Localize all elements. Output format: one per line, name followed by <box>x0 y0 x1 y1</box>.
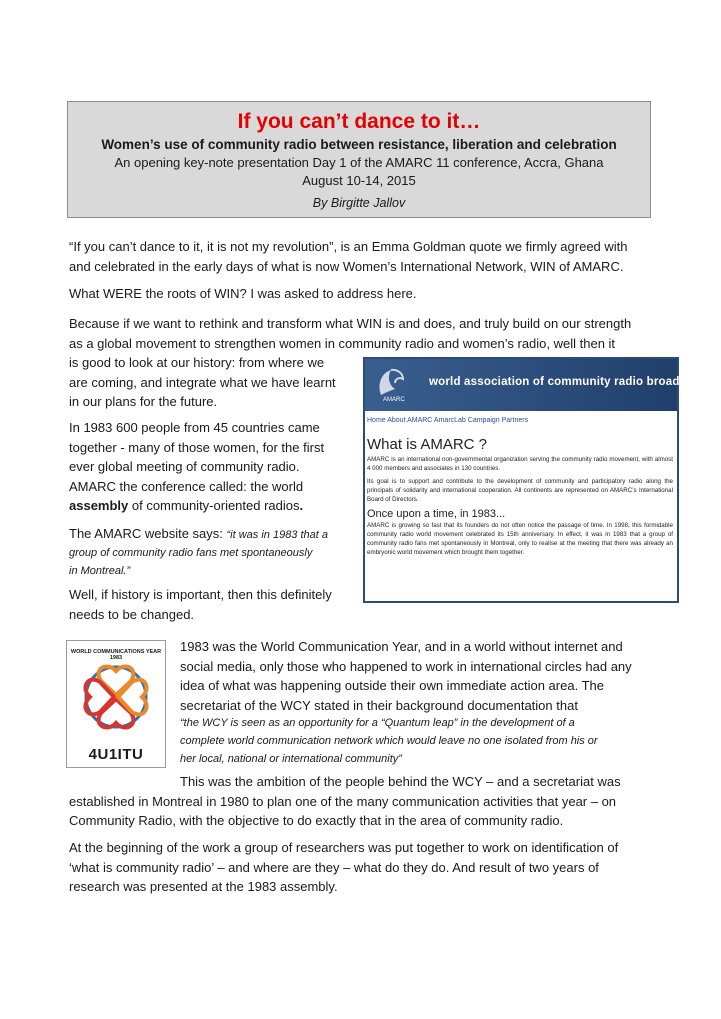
text-line: and celebrated in the early days of what is now Women’s International Network, WIN of AMARC. <box>69 258 624 274</box>
text-line: This was the ambition of the people behind the WCY – and a secretariat was <box>180 774 621 789</box>
paragraph-research <box>69 838 618 897</box>
presentation-description <box>68 154 650 190</box>
paragraph-ambition <box>69 772 621 831</box>
text-line: together - many of those women, for the first <box>69 439 325 455</box>
text-line: Community Radio, with the objective to do exactly that in the area of community radio. <box>69 813 564 828</box>
amarc-paragraph: AMARC is an international non-governmental organization serving the community radio movement, with almost 4 000 members and associates in 130 countries. <box>367 456 673 472</box>
title-box <box>67 101 651 218</box>
wcy-quote <box>180 714 598 768</box>
document-subtitle: Women’s use of community radio between resistance, liberation and celebration <box>101 137 617 152</box>
text-line: In 1983 600 people from 45 countries came <box>69 420 320 435</box>
amarc-subheading: Once upon a time, in 1983... <box>367 508 506 520</box>
svg-text:AMARC: AMARC <box>383 397 405 403</box>
quote-line: her local, national or international community” <box>180 753 402 765</box>
author-byline: By Birgitte Jallov <box>312 196 406 210</box>
text-line: are coming, and integrate what we have learnt <box>69 374 336 390</box>
text-line: idea of what was happening outside their own immediate action area. The <box>180 678 604 693</box>
text-line: 1983 was the World Communication Year, and in a world without internet and <box>180 639 623 654</box>
text-line: ever global meeting of community radio. <box>69 459 300 474</box>
wcy-logo-title: WORLD COMMUNICATIONS YEAR 1983 <box>70 649 162 661</box>
text-line: research was presented at the 1983 assembly. <box>69 879 338 894</box>
amarc-banner-text: world association of community radio broadcasters <box>429 376 721 388</box>
wcy-logo-code: 4U1ITU <box>88 746 144 763</box>
description-line: An opening key-note presentation Day 1 of the AMARC 11 conference, Accra, Ghana <box>114 155 604 170</box>
amarc-paragraph: Its goal is to support and contribute to the development of community and participatory radio along the principals of solidarity and international cooperation. All continents are represented on AMARC’s International Board of Directors. <box>367 478 673 503</box>
paragraph-website <box>69 524 328 580</box>
quote-line: group of community radio fans met spontaneously <box>69 547 313 559</box>
paragraph-quote <box>69 237 628 276</box>
description-date: August 10-14, 2015 <box>302 173 416 188</box>
amarc-heading: What is AMARC ? <box>367 436 488 453</box>
amarc-website-screenshot <box>363 357 721 603</box>
amarc-body-2 <box>367 521 673 557</box>
quote-line: “the WCY is seen as an opportunity for a “Quantum leap” in the development of a <box>180 717 575 729</box>
bold-period: . <box>299 498 304 513</box>
amarc-nav-links: Home About AMARC AmarcLab Campaign Partners <box>367 417 529 424</box>
text-line: in our plans for the future. <box>69 394 218 409</box>
text-line <box>69 524 328 544</box>
quote-span: “it was in 1983 that a <box>226 529 329 541</box>
text-line: established in Montreal in 1980 to plan one of the many communication activities that year – on <box>69 793 617 809</box>
paragraph-roots: What WERE the roots of WIN? I was asked to address here. <box>69 286 417 301</box>
text-span: The AMARC website says: <box>69 526 227 541</box>
text-line: is good to look at our history: from where we <box>69 355 325 370</box>
document-title: If you can’t dance to it… <box>237 110 481 133</box>
paragraph-wcy <box>180 637 632 715</box>
text-span: of community-oriented radios <box>128 498 300 513</box>
text-line: as a global movement to strengthen women in community radio and women’s radio, well then it <box>69 335 616 351</box>
text-line <box>69 496 324 516</box>
quote-line: in Montreal.” <box>69 565 131 577</box>
text-line: “If you can’t dance to it, it is not my revolution”, is an Emma Goldman quote we firmly agreed with <box>69 239 628 254</box>
wcy-hearts-icon <box>67 657 165 737</box>
quote-line: complete world communication network which would leave no one isolated from his or <box>180 735 598 747</box>
text-line: needs to be changed. <box>69 606 195 622</box>
amarc-body <box>367 455 673 504</box>
bold-term: assembly <box>69 498 129 513</box>
text-line: AMARC the conference called: the world <box>69 478 304 494</box>
text-line: At the beginning of the work a group of researchers was put together to work on identification of <box>69 840 619 855</box>
amarc-logo-icon <box>373 365 409 403</box>
paragraph-1983 <box>69 418 324 516</box>
text-line: Because if we want to rethink and transform what WIN is and does, and truly build on our strength <box>69 316 632 331</box>
paragraph-history <box>69 585 332 624</box>
text-line: ‘what is community radio’ – and where are they – what do they do. And result of two years of <box>69 859 599 875</box>
text-line: secretariat of the WCY stated in their background documentation that <box>180 697 578 713</box>
amarc-paragraph: AMARC is growing so fast that its founders do not often notice the passage of time. In 1998, this formidable community radio world movement celebrated its 15th anniversary. In effect, it was in 1983 that a group of community radio fans met spontaneously in Montreal, only to realise at the meeting that there was already an embryonic world movement which brought them together. <box>367 522 673 556</box>
amarc-banner <box>365 359 721 411</box>
text-line: social media, only those who happened to work in international circles had any <box>180 658 632 674</box>
wcy-logo <box>66 640 166 768</box>
text-line: Well, if history is important, then this definitely <box>69 587 332 602</box>
